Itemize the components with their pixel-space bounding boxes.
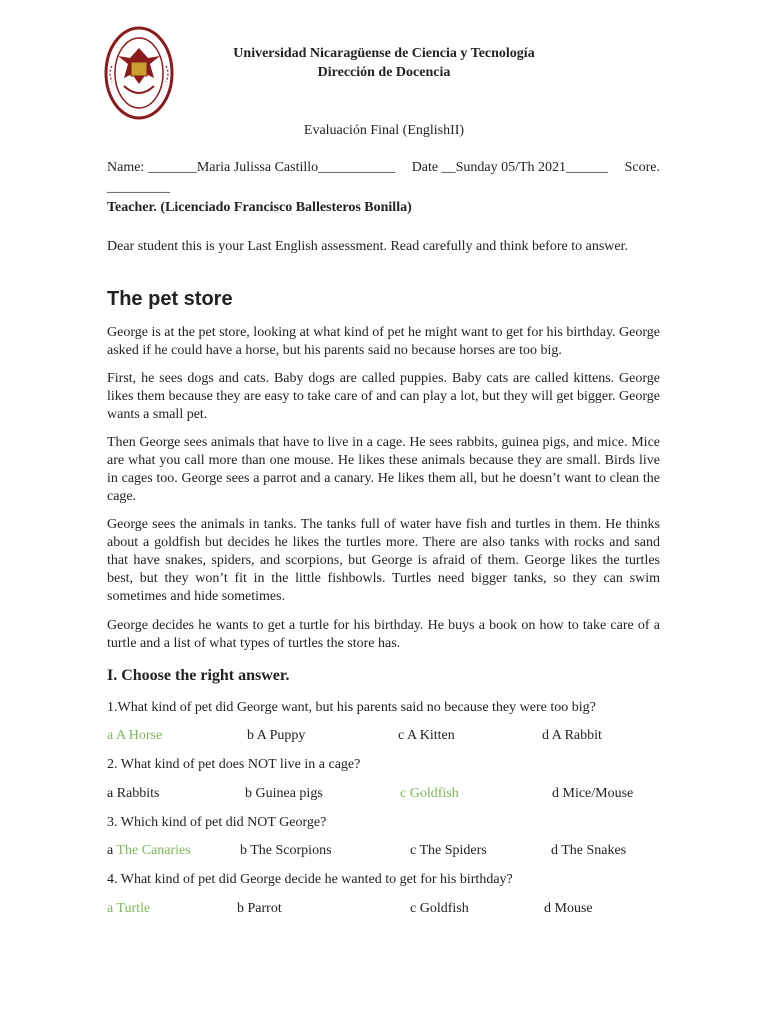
q2-option-b: b Guinea pigs xyxy=(245,786,323,801)
q4-option-c: c Goldfish xyxy=(410,901,469,916)
story-paragraph: First, he sees dogs and cats. Baby dogs are called puppies. Baby cats are called kittens. George likes them because they are easy to take care of and can play a lot, but they will get bigger. George wants a small pet. xyxy=(107,371,660,422)
story-title: The pet store xyxy=(107,288,233,310)
q3-option-b: b The Scorpions xyxy=(240,843,332,858)
story-paragraph: George decides he wants to get a turtle for his birthday. He buys a book on how to take care of a turtle and a list of what types of turtles the store has. xyxy=(107,618,660,651)
intro-text: Dear student this is your Last English assessment. Read carefully and think before to answer. xyxy=(107,239,628,254)
university-name: Universidad Nicaragüense de Ciencia y Tecnología xyxy=(233,46,535,61)
q3-option-a xyxy=(107,843,191,859)
student-info-line xyxy=(107,160,660,176)
q4-option-a: a Turtle xyxy=(107,901,151,916)
q2-option-d: d Mice/Mouse xyxy=(552,786,634,801)
teacher-name: Teacher. (Licenciado Francisco Ballesteros Bonilla) xyxy=(107,200,412,215)
q1-option-b: b A Puppy xyxy=(247,728,306,743)
q4-option-b: b Parrot xyxy=(237,901,282,916)
question-2: 2. What kind of pet does NOT live in a cage? xyxy=(107,757,361,772)
section-title: I. Choose the right answer. xyxy=(107,667,290,684)
score-label: Score. xyxy=(624,160,660,175)
story-paragraph: George is at the pet store, looking at what kind of pet he might want to get for his birthday. George asked if he could have a horse, but his parents said no because horses are too big. xyxy=(107,325,661,358)
q3-option-c: c The Spiders xyxy=(410,843,487,858)
q1-option-c: c A Kitten xyxy=(398,728,455,743)
question-4: 4. What kind of pet did George decide he wanted to get for his birthday? xyxy=(107,872,513,887)
story-paragraph: Then George sees animals that have to live in a cage. He sees rabbits, guinea pigs, and mice. Mice are what you call more than one mouse. He likes these animals because they are small. Birds live in cages too. George sees a parrot and a canary. He likes them all, but he doesn’t want to clean the cage. xyxy=(107,435,660,504)
question-3: 3. Which kind of pet did NOT George? xyxy=(107,815,327,830)
q1-option-a: a A Horse xyxy=(107,728,163,743)
q3-option-a-answer: The Canaries xyxy=(116,843,191,858)
department-name: Dirección de Docencia xyxy=(317,65,451,80)
q2-option-c: c Goldfish xyxy=(400,786,459,801)
exam-date: Date __Sunday 05/Th 2021______ xyxy=(411,160,609,175)
q3-option-a-letter: a xyxy=(107,843,117,858)
score-blank: _________ xyxy=(107,180,170,195)
q2-option-a: a Rabbits xyxy=(107,786,160,801)
q1-option-d: d A Rabbit xyxy=(542,728,602,743)
evaluation-title: Evaluación Final (EnglishII) xyxy=(303,123,465,138)
story-paragraph: George sees the animals in tanks. The tanks full of water have fish and turtles in them. He thinks about a goldfish but decides he likes the turtles more. There are also tanks with rocks and sand that have snakes, spiders, and scorpions, but George is afraid of them. George likes the turtles best, but they won’t fit in the little fishbowls. Turtles need bigger tanks, so they can swim sometimes and hide sometimes. xyxy=(107,517,660,604)
q3-option-d: d The Snakes xyxy=(551,843,627,858)
student-name: Name: _______Maria Julissa Castillo___________ xyxy=(107,160,396,175)
q4-option-d: d Mouse xyxy=(544,901,593,916)
question-1: 1.What kind of pet did George want, but his parents said no because they were too big? xyxy=(107,700,596,715)
